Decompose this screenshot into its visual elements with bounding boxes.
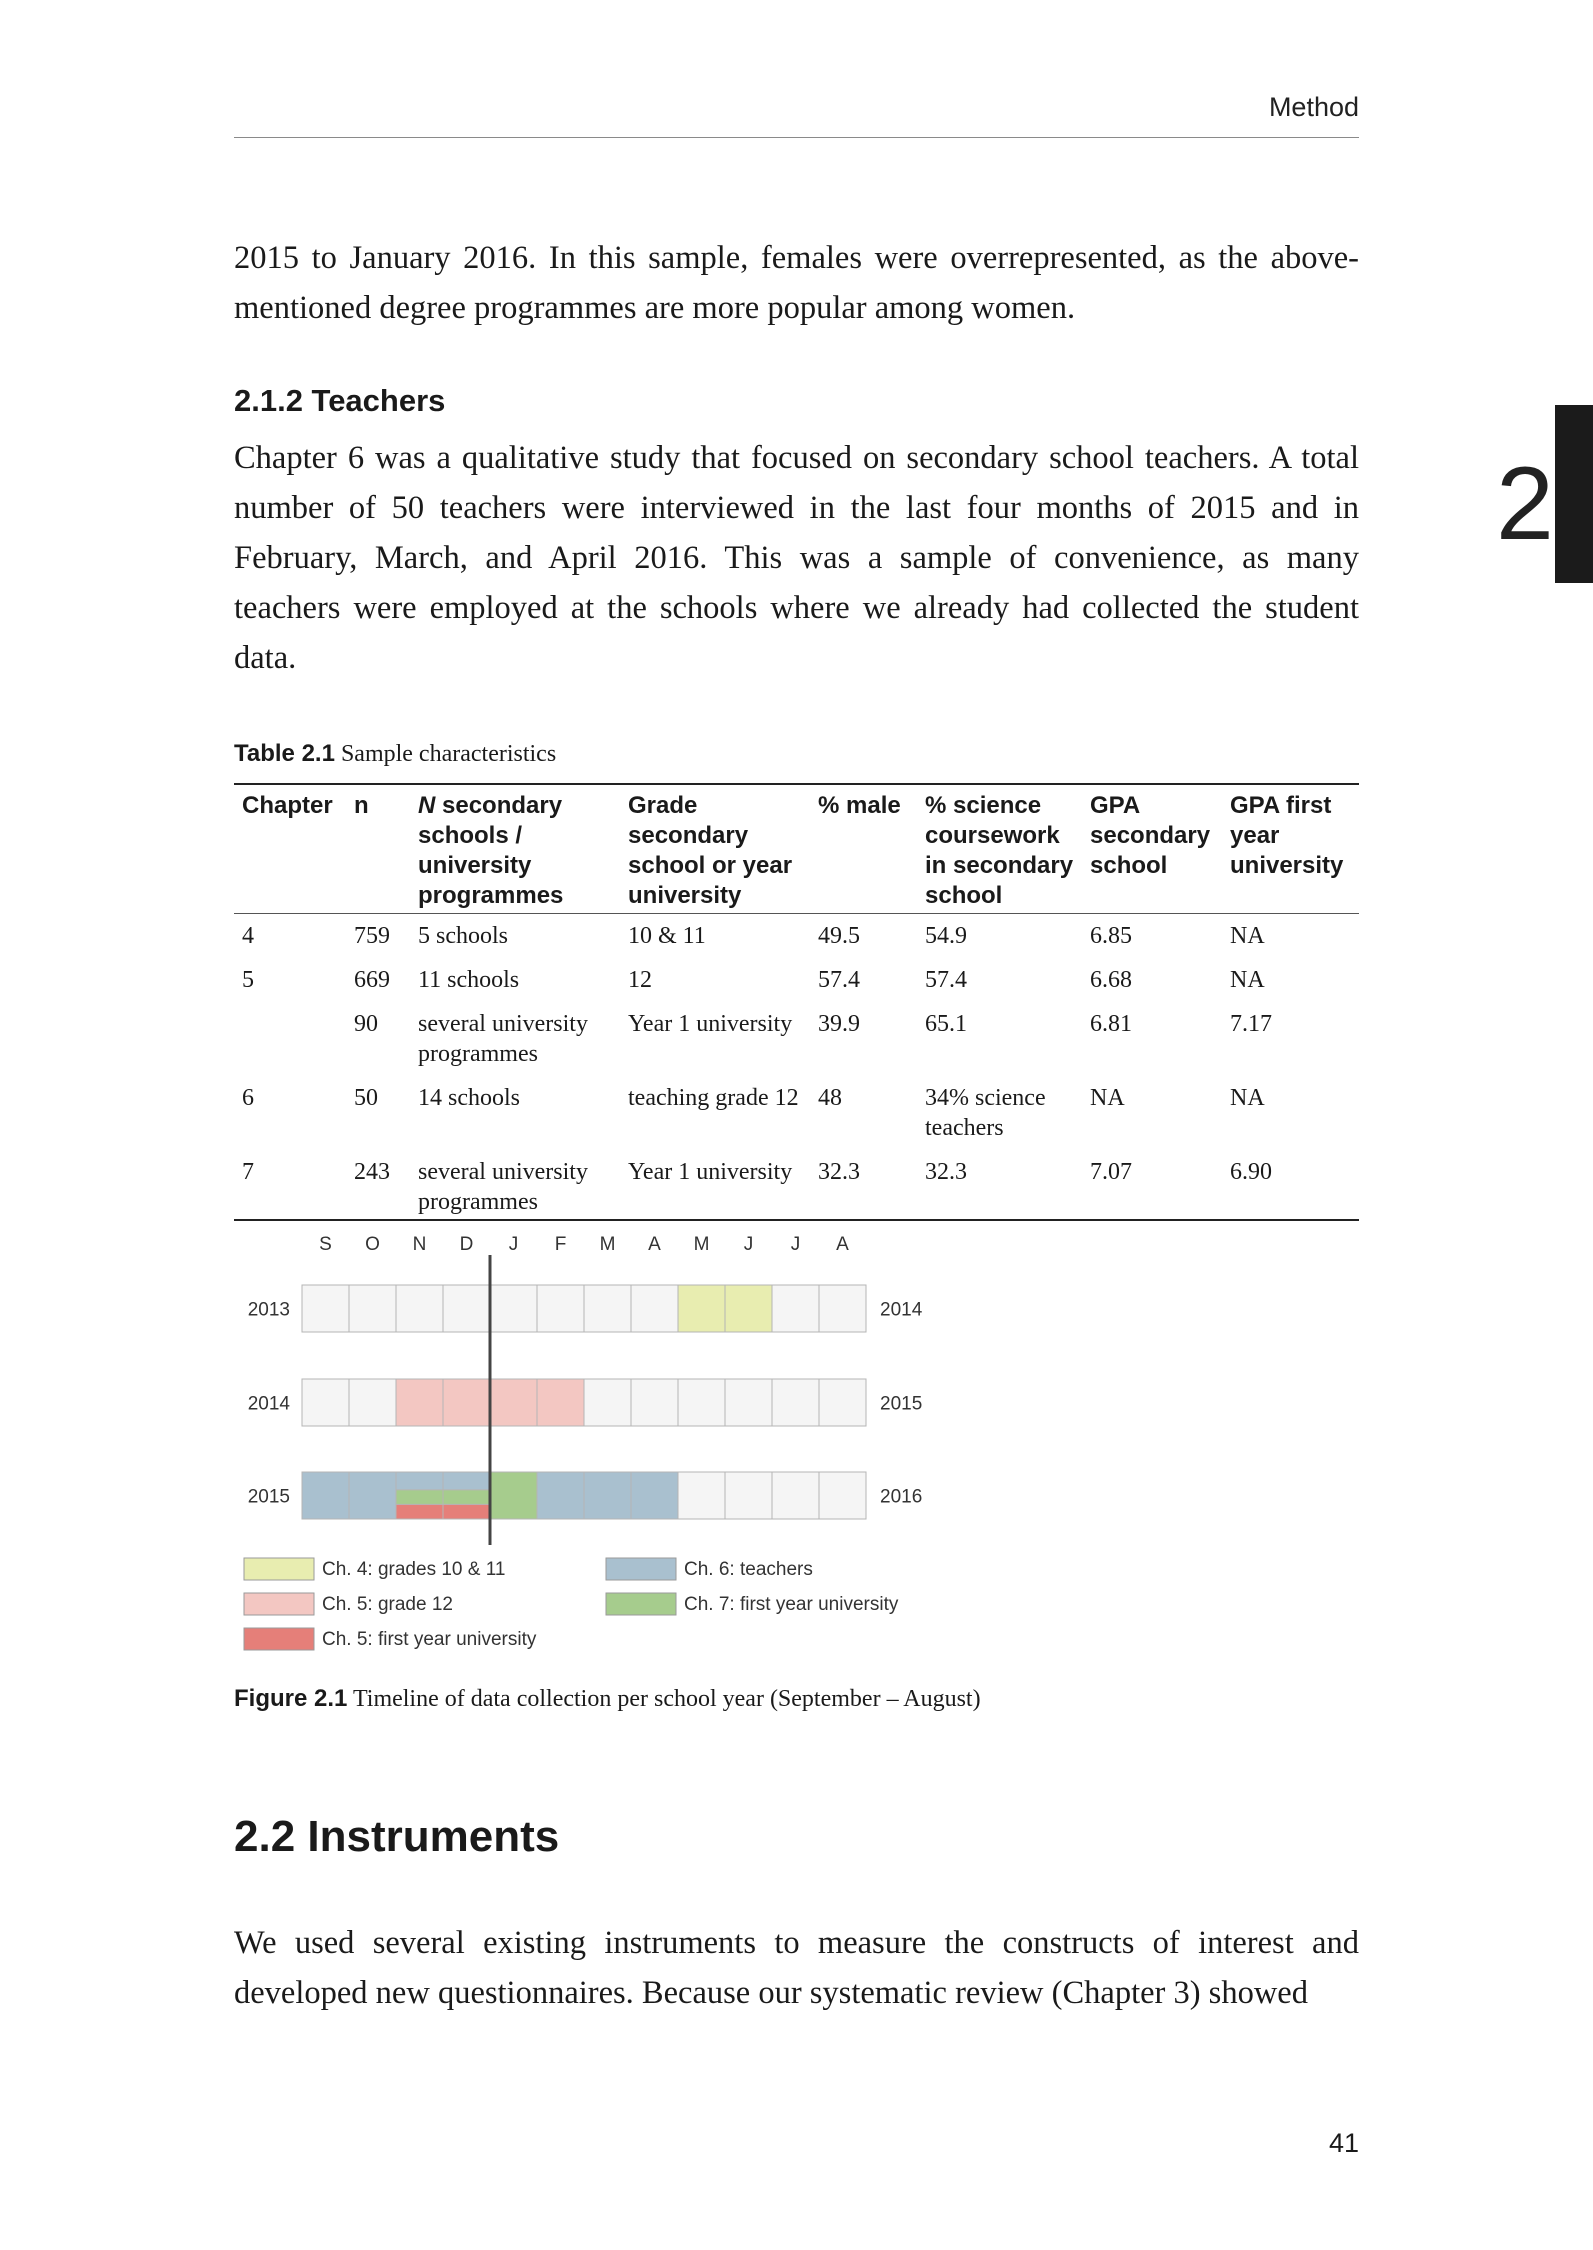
- cell-male: 48: [818, 1085, 842, 1111]
- timeline-cell-segment: [396, 1504, 443, 1519]
- timeline-cell: [584, 1472, 631, 1519]
- instruments-heading: 2.2 Instruments: [234, 1812, 560, 1861]
- cell-schools: several university programmes: [410, 1150, 620, 1220]
- cell-schools: 11 schools: [418, 967, 520, 993]
- cell-schools: 14 schools: [418, 1085, 520, 1111]
- cell-n: 759: [354, 923, 390, 949]
- timeline-cell: [631, 1379, 678, 1426]
- timeline-cell: [396, 1379, 443, 1426]
- chapter-number: 2: [1496, 446, 1554, 562]
- table-row: [234, 958, 1359, 1002]
- month-label: A: [836, 1234, 849, 1255]
- timeline-cell: [443, 1285, 490, 1332]
- cell-male: 57.4: [818, 967, 860, 993]
- cell-gpa-secondary: 7.07: [1082, 1150, 1222, 1220]
- timeline-cell: [396, 1285, 443, 1332]
- cell-schools: 5 schools: [418, 923, 508, 949]
- figure-caption: [234, 1685, 981, 1713]
- timeline-cell-segment: [443, 1504, 490, 1519]
- sample-characteristics-table: [234, 783, 1359, 1221]
- header-n-schools: [410, 784, 620, 914]
- row-end-year: 2014: [880, 1299, 923, 1321]
- timeline-cell: [772, 1379, 819, 1426]
- timeline-cell: [725, 1472, 772, 1519]
- teachers-subheading: 2.1.2 Teachers: [234, 383, 446, 418]
- row-end-year: 2015: [880, 1393, 923, 1415]
- figure-caption-text: Timeline of data collection per school year (September – August): [352, 1686, 981, 1712]
- timeline-cell: [490, 1379, 537, 1426]
- cell-grade: Year 1 university: [620, 1150, 810, 1220]
- cell-chapter: 4: [242, 923, 254, 949]
- cell-schools: several university programmes: [418, 1011, 588, 1067]
- month-label: M: [599, 1234, 616, 1255]
- timeline-cell: [584, 1285, 631, 1332]
- cell-male: 49.5: [818, 923, 860, 949]
- month-label: S: [319, 1234, 332, 1255]
- teachers-paragraph: Chapter 6 was a qualitative study that focused on secondary school teachers. A total number of 50 teachers were interviewed in the last four months of 2015 and in February, March, and April 2016. This was a sample of convenience, as many teachers were employed at the schools where we already had collected the student data.: [234, 440, 1359, 676]
- month-label: J: [743, 1234, 754, 1255]
- data-collection-timeline: [234, 1225, 994, 1665]
- chapter-tab-marker: [1555, 405, 1593, 583]
- intro-paragraph: 2015 to January 2016. In this sample, females were overrepresented, as the above-mentioned degree programmes are more popular among women.: [234, 240, 1359, 326]
- timeline-cell: [537, 1472, 584, 1519]
- timeline-cell: [725, 1285, 772, 1332]
- cell-science: 57.4: [925, 967, 967, 993]
- cell-science: 65.1: [925, 1011, 967, 1037]
- cell-gpa-university: 6.90: [1222, 1150, 1359, 1220]
- legend-label: Ch. 5: first year university: [322, 1629, 537, 1650]
- cell-n: 90: [354, 1011, 378, 1037]
- header-science: % science coursework in secondary school: [917, 784, 1082, 914]
- timeline-cell: [631, 1285, 678, 1332]
- row-start-year: 2013: [247, 1299, 290, 1321]
- timeline-cell: [490, 1285, 537, 1332]
- cell-science: 32.3: [917, 1150, 1082, 1220]
- timeline-cell: [678, 1472, 725, 1519]
- legend-swatch: [244, 1558, 314, 1580]
- header-gpa-secondary: GPA secondary school: [1082, 784, 1222, 914]
- cell-chapter: 7: [234, 1150, 346, 1220]
- header-n-schools-text: secondary schools / university programmes: [418, 792, 564, 909]
- instruments-paragraph: We used several existing instruments to measure the constructs of interest and developed new questionnaires. Because our systematic review (Chapter 3) showed: [234, 1925, 1359, 2011]
- cell-n: 243: [346, 1150, 410, 1220]
- cell-gpa-university: NA: [1230, 1085, 1265, 1111]
- timeline-cell: [678, 1379, 725, 1426]
- month-label: M: [693, 1234, 710, 1255]
- legend-label: Ch. 4: grades 10 & 11: [322, 1559, 506, 1580]
- timeline-cell: [537, 1379, 584, 1426]
- month-label: J: [508, 1234, 519, 1255]
- cell-gpa-university: 7.17: [1230, 1011, 1272, 1037]
- timeline-cell: [584, 1379, 631, 1426]
- timeline-cell: [443, 1379, 490, 1426]
- timeline-cell: [302, 1472, 349, 1519]
- legend-label: Ch. 5: grade 12: [322, 1594, 453, 1615]
- header-grade: Grade secondary school or year university: [620, 784, 810, 914]
- table-row: [234, 1076, 1359, 1150]
- month-label: D: [459, 1234, 474, 1255]
- cell-male: 39.9: [818, 1011, 860, 1037]
- cell-grade: 10 & 11: [628, 923, 706, 949]
- timeline-cell: [302, 1285, 349, 1332]
- timeline-cell: [349, 1379, 396, 1426]
- timeline-cell: [819, 1379, 866, 1426]
- cell-science: 34% science teachers: [925, 1085, 1046, 1141]
- header-male: % male: [810, 784, 917, 914]
- timeline-cell: [678, 1285, 725, 1332]
- timeline-cell: [302, 1379, 349, 1426]
- cell-gpa-secondary: 6.81: [1090, 1011, 1132, 1037]
- legend-label: Ch. 6: teachers: [684, 1559, 813, 1580]
- table-row: [234, 914, 1359, 959]
- timeline-cell: [349, 1472, 396, 1519]
- header-gpa-university: GPA first year university: [1222, 784, 1359, 914]
- month-label: O: [365, 1234, 380, 1255]
- row-end-year: 2016: [880, 1486, 923, 1508]
- timeline-cell: [772, 1285, 819, 1332]
- legend-swatch: [606, 1593, 676, 1615]
- timeline-cell: [725, 1379, 772, 1426]
- header-n: n: [346, 784, 410, 914]
- table-row: [234, 1002, 1359, 1076]
- timeline-cell: [819, 1285, 866, 1332]
- timeline-cell: [490, 1472, 537, 1519]
- cell-chapter: 6: [242, 1085, 254, 1111]
- page-number: 41: [1328, 2128, 1359, 2158]
- cell-male: 32.3: [810, 1150, 917, 1220]
- table-row: [234, 1150, 1359, 1220]
- legend-swatch: [606, 1558, 676, 1580]
- cell-gpa-university: NA: [1230, 967, 1265, 993]
- header-chapter: Chapter: [234, 784, 346, 914]
- timeline-cell-segment: [443, 1490, 490, 1505]
- cell-chapter: 5: [242, 967, 254, 993]
- timeline-cell: [772, 1472, 819, 1519]
- timeline-cell-segment: [396, 1490, 443, 1505]
- month-label: A: [648, 1234, 661, 1255]
- legend-swatch: [244, 1628, 314, 1650]
- month-label: J: [790, 1234, 801, 1255]
- cell-chapter: [234, 1002, 346, 1076]
- cell-science: 54.9: [925, 923, 967, 949]
- legend-label: Ch. 7: first year university: [684, 1594, 899, 1615]
- table-caption: [234, 740, 556, 768]
- timeline-cell: [537, 1285, 584, 1332]
- row-start-year: 2014: [247, 1393, 290, 1415]
- running-header-title: Method: [1268, 92, 1359, 122]
- cell-n: 669: [354, 967, 390, 993]
- table-caption-text: Sample characteristics: [340, 741, 557, 767]
- cell-grade: 12: [628, 967, 652, 993]
- cell-gpa-secondary: 6.85: [1090, 923, 1132, 949]
- table-header-row: [234, 784, 1359, 914]
- legend-swatch: [244, 1593, 314, 1615]
- cell-gpa-secondary: NA: [1090, 1085, 1125, 1111]
- timeline-cell-segment: [396, 1472, 443, 1490]
- cell-gpa-university: NA: [1230, 923, 1265, 949]
- figure-label: Figure 2.1: [234, 1685, 348, 1712]
- table-label: Table 2.1: [234, 740, 335, 767]
- cell-grade: teaching grade 12: [628, 1085, 799, 1111]
- timeline-cell-segment: [443, 1472, 490, 1490]
- row-start-year: 2015: [247, 1486, 290, 1508]
- running-header: [234, 92, 1359, 138]
- month-label: F: [554, 1234, 567, 1255]
- month-label: N: [412, 1234, 427, 1255]
- cell-n: 50: [354, 1085, 378, 1111]
- timeline-cell: [819, 1472, 866, 1519]
- header-n-italic: N: [418, 792, 436, 819]
- cell-gpa-secondary: 6.68: [1090, 967, 1132, 993]
- timeline-cell: [631, 1472, 678, 1519]
- timeline-cell: [349, 1285, 396, 1332]
- cell-grade: Year 1 university: [628, 1011, 793, 1037]
